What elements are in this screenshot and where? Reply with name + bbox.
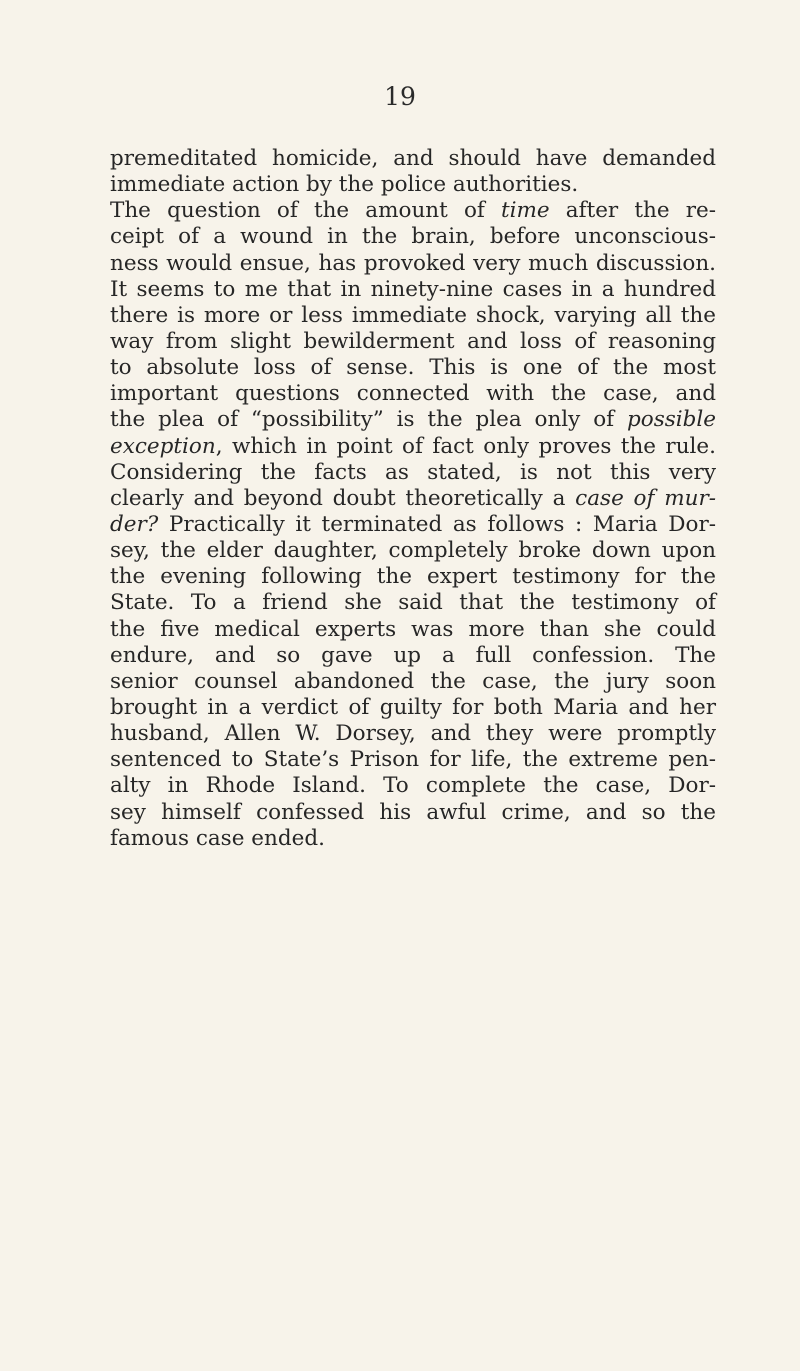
italic-text: possible	[626, 407, 716, 433]
text-run: the evening following the expert testimony for the	[110, 564, 716, 590]
text-line	[110, 355, 716, 381]
text-run: Considering the facts as stated, is not this very	[110, 459, 716, 485]
text-line	[110, 407, 716, 433]
text-run: the five medical experts was more than she could	[110, 616, 716, 642]
text-run: brought in a verdict of guilty for both Maria and her	[110, 694, 716, 720]
text-run: sentenced to State’s Prison for life, the extreme pen-	[110, 747, 716, 773]
text-line	[110, 486, 716, 512]
text-run: sey himself confessed his awful crime, and so the	[110, 799, 716, 825]
text-run: to absolute loss of sense. This is one of the most	[110, 355, 716, 381]
text-run: way from slight bewilderment and loss of reasoning	[110, 328, 716, 354]
text-line	[110, 460, 716, 486]
text-line	[110, 695, 716, 721]
page-number: 19	[384, 82, 416, 111]
text-run: It seems to me that in ninety-nine cases in a hundred	[110, 276, 716, 302]
text-run: immediate action by the police authorities.	[110, 172, 579, 198]
italic-text: der?	[110, 511, 159, 537]
text-run: ceipt of a wound in the brain, before unconscious-	[110, 224, 716, 250]
text-run: State. To a friend she said that the testimony of	[110, 590, 716, 616]
text-line	[110, 669, 716, 695]
text-run: famous case ended.	[110, 825, 325, 851]
text-run: there is more or less immediate shock, varying all the	[110, 302, 716, 328]
text-run: the plea of “possibility” is the plea only of	[110, 407, 627, 433]
text-line	[110, 826, 716, 852]
text-line	[110, 303, 716, 329]
text-run: important questions connected with the case, and	[110, 381, 716, 407]
text-line	[110, 251, 716, 277]
text-line	[110, 172, 716, 198]
text-line	[110, 538, 716, 564]
text-run: after the re-	[549, 198, 716, 224]
text-run: sey, the elder daughter, completely broke down upon	[110, 538, 716, 564]
text-line	[110, 434, 716, 460]
text-run: endure, and so gave up a full confession. The	[110, 642, 716, 668]
text-line	[110, 146, 716, 172]
text-run: , which in point of fact only proves the rule.	[215, 433, 716, 459]
text-run: ness would ensue, has provoked very much discussion.	[110, 250, 716, 276]
text-line	[110, 512, 716, 538]
text-line	[110, 564, 716, 590]
text-line	[110, 800, 716, 826]
italic-text: exception	[110, 433, 216, 459]
text-line	[110, 643, 716, 669]
text-line	[110, 721, 716, 747]
text-line	[110, 277, 716, 303]
text-run: husband, Allen W. Dorsey, and they were promptly	[110, 721, 716, 747]
italic-text: time	[501, 198, 550, 224]
text-run: senior counsel abandoned the case, the jury soon	[110, 668, 716, 694]
text-line	[110, 590, 716, 616]
text-line	[110, 329, 716, 355]
body-text	[110, 146, 716, 852]
text-line	[110, 224, 716, 250]
text-line	[110, 617, 716, 643]
text-line	[110, 198, 716, 224]
italic-text: case of mur-	[575, 485, 716, 511]
text-run: clearly and beyond doubt theoretically a	[110, 485, 576, 511]
text-line	[110, 747, 716, 773]
text-run: alty in Rhode Island. To complete the case, Dor-	[110, 773, 716, 799]
text-line	[110, 381, 716, 407]
text-run: The question of the amount of	[110, 198, 501, 224]
text-run: Practically it terminated as follows : Maria Dor-	[158, 511, 716, 537]
text-line	[110, 773, 716, 799]
text-run: premeditated homicide, and should have demanded	[110, 146, 716, 171]
